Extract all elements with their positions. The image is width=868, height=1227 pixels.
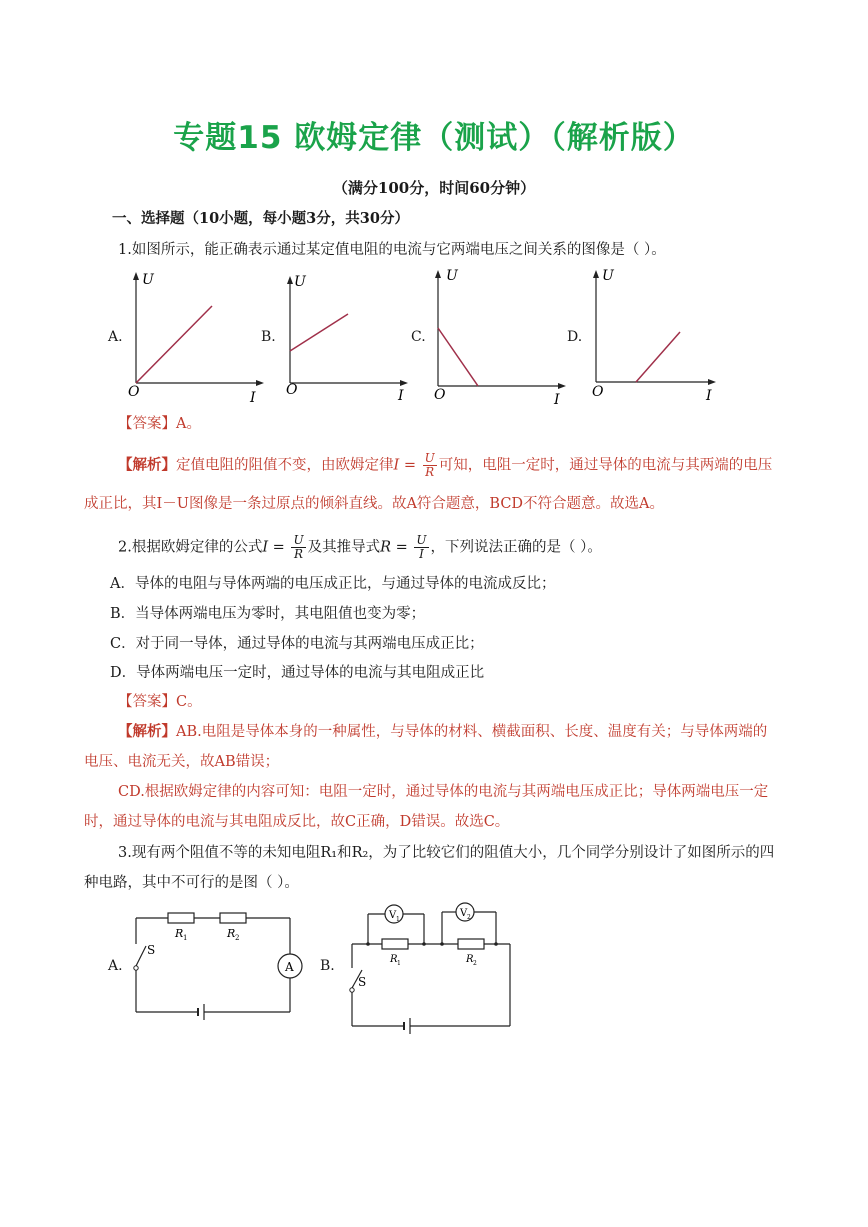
- axis-u-label: U: [142, 272, 154, 288]
- q3-circuit-a: [128, 908, 308, 1023]
- q1-graph-c-line: [438, 328, 478, 386]
- q3-circuit-b: [348, 898, 518, 1038]
- axis-u-label: U: [294, 274, 306, 290]
- page-title: 专题15 欧姆定律（测试）（解析版）: [173, 120, 695, 156]
- origin-label: O: [286, 382, 298, 398]
- svg-text:R: R: [390, 954, 398, 965]
- q3-stem-line-1: 3.现有两个阻值不等的未知电阻R₁和R₂，为了比较它们的阻值大小，几个同学分别设计了如图所示的四: [118, 845, 775, 861]
- formula-u-over-r: $\frac{U}{R}$: [293, 533, 304, 561]
- q1-option-a-label: A.: [108, 329, 123, 345]
- resistor-r2: [458, 939, 484, 949]
- q1-graph-b: [280, 268, 420, 404]
- page-subtitle: （满分100分，时间60分钟）: [332, 179, 536, 197]
- q2-option-a: A．导体的电阻与导体两端的电压成正比，与通过导体的电流成反比；: [110, 576, 556, 592]
- q1-analysis-line-1: 【解析】定值电阻的阻值不变，由欧姆定律I = $\frac{U}{R}$ 可知，电阻一定时，通过导体的电流与其两端的电压: [118, 451, 773, 479]
- svg-text:1: 1: [397, 960, 401, 967]
- svg-text:S: S: [147, 943, 156, 957]
- axis-i-label: I: [554, 392, 560, 408]
- svg-text:R: R: [227, 927, 236, 940]
- svg-text:2: 2: [235, 934, 240, 942]
- q2-option-c: C．对于同一导体，通过导体的电流与其两端电压成正比；: [110, 636, 484, 652]
- resistor-r1: [382, 939, 408, 949]
- svg-text:2: 2: [473, 960, 477, 967]
- switch: [136, 946, 146, 966]
- svg-text:S: S: [358, 975, 367, 989]
- q2-option-d: D．导体两端电压一定时，通过导体的电流与其电阻成正比: [110, 665, 485, 681]
- section-heading: 一、选择题（10小题，每小题3分，共30分）: [112, 210, 409, 227]
- q1-stem: 1.如图所示，能正确表示通过某定值电阻的电流与它两端电压之间关系的图像是（ ）。: [118, 242, 666, 258]
- svg-text:1: 1: [396, 916, 400, 923]
- origin-label: O: [592, 384, 604, 400]
- q2-analysis-line-1: 【解析】AB.电阻是导体本身的一种属性，与导体的材料、横截面积、长度、温度有关；与导体两端的: [118, 723, 768, 740]
- q1-graph-a: [126, 268, 266, 406]
- analysis-tag: 【解析】: [118, 723, 176, 740]
- q1-graph-b-line: [290, 314, 348, 351]
- formula-u-over-r: $\frac{U}{R}$: [424, 451, 435, 479]
- q1-option-c-label: C.: [411, 329, 426, 345]
- axis-i-label: I: [706, 388, 712, 404]
- q2-stem: 2.根据欧姆定律的公式I = $\frac{U}{R}$ 及其推导式R = $\frac{U}{I}$ ，下列说法正确的是（ ）。: [118, 533, 602, 561]
- q1-graph-c: [428, 268, 573, 408]
- axis-u-label: U: [446, 268, 458, 284]
- svg-text:R: R: [466, 954, 474, 965]
- q1-option-b-label: B.: [261, 329, 276, 345]
- analysis-tag: 【解析】: [118, 456, 176, 474]
- q1-option-d-label: D.: [567, 329, 583, 345]
- svg-text:V: V: [460, 908, 468, 919]
- svg-text:1: 1: [183, 934, 188, 942]
- q2-analysis-line-2: 电压、电流无关，故AB错误；: [84, 754, 280, 770]
- svg-text:V: V: [389, 910, 397, 921]
- q3-stem-line-2: 种电路，其中不可行的是图（ ）。: [84, 875, 299, 891]
- resistor-r1: [168, 913, 194, 923]
- axis-i-label: I: [398, 388, 404, 404]
- q2-analysis-line-4: 时，通过导体的电流与其电阻成反比，故C正确，D错误。故选C。: [84, 814, 510, 830]
- origin-label: O: [128, 384, 140, 400]
- q1-graph-d: [586, 268, 726, 403]
- resistor-r2: [220, 913, 246, 923]
- q1-answer: 【答案】A。: [118, 416, 201, 432]
- q1-graph-d-line: [636, 332, 680, 382]
- q2-answer: 【答案】C。: [118, 694, 202, 710]
- svg-text:A: A: [285, 960, 294, 974]
- axis-u-label: U: [602, 268, 614, 284]
- formula-u-over-i: $\frac{U}{I}$: [416, 533, 427, 561]
- svg-text:R: R: [175, 927, 184, 940]
- svg-text:2: 2: [467, 914, 471, 921]
- q2-option-b: B．当导体两端电压为零时，其电阻值也变为零；: [110, 606, 426, 622]
- q3-option-b-label: B.: [320, 958, 335, 974]
- q2-analysis-line-3: CD.根据欧姆定律的内容可知：电阻一定时，通过导体的电流与其两端电压成正比；导体两端电压一定: [118, 784, 769, 800]
- origin-label: O: [434, 387, 446, 403]
- q3-option-a-label: A.: [108, 958, 123, 974]
- q1-graph-a-line: [136, 306, 212, 383]
- axis-i-label: I: [250, 390, 256, 406]
- q1-analysis-line-2: 成正比，其I－U图像是一条过原点的倾斜直线。故A符合题意，BCD不符合题意。故选A。: [84, 496, 665, 512]
